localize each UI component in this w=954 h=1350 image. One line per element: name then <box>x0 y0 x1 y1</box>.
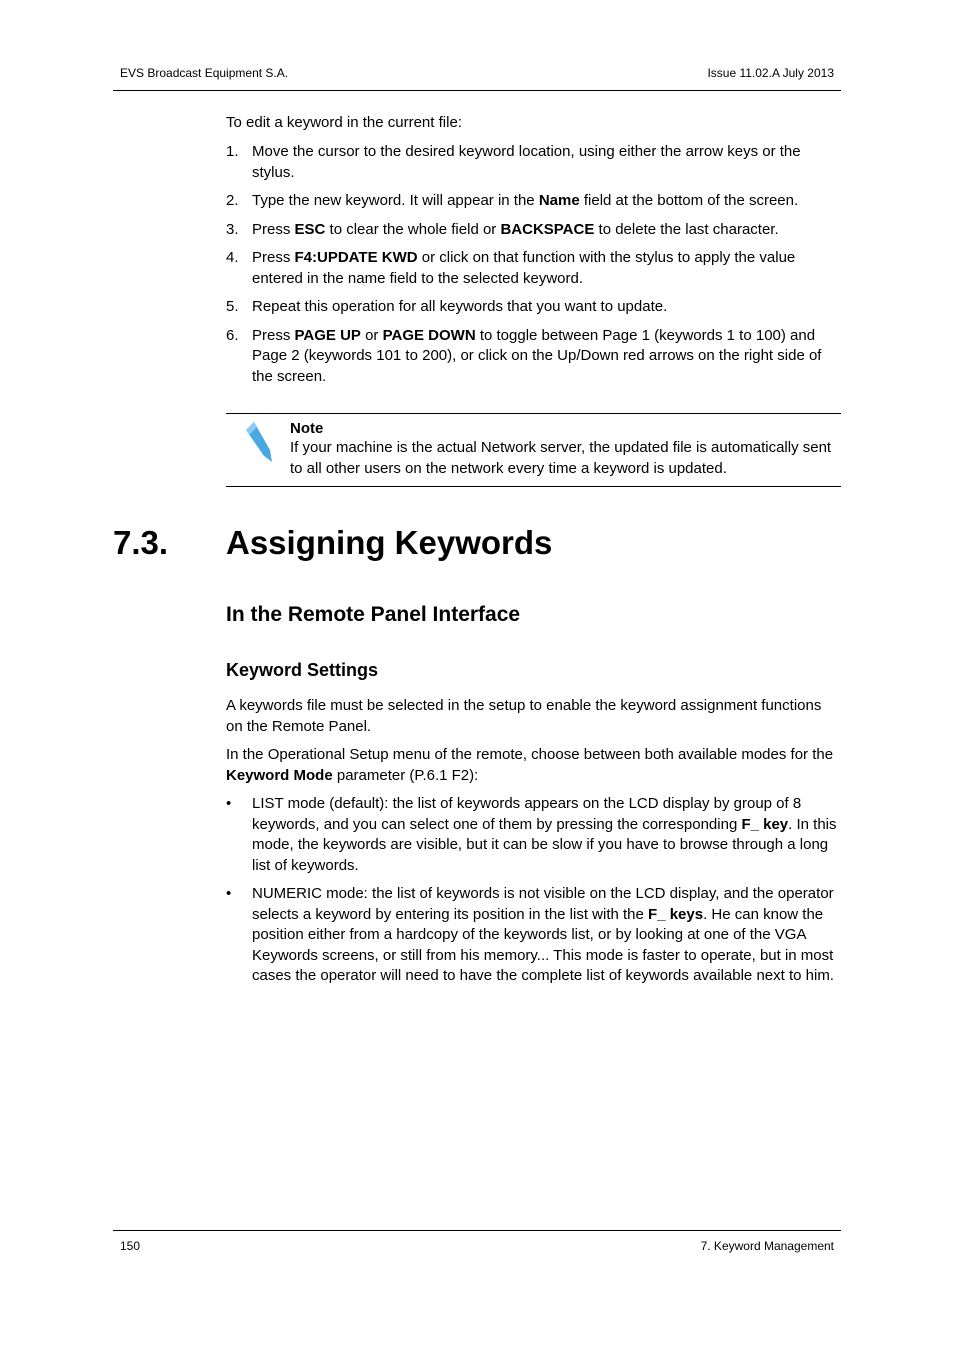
step-key: BACKSPACE <box>500 220 595 238</box>
list-item <box>226 142 841 183</box>
step-number: 4. <box>226 249 239 266</box>
subsection-title: In the Remote Panel Interface <box>226 603 521 626</box>
step-text: Repeat this operation for all keywords that you want to update. <box>252 298 668 315</box>
bullet-list <box>226 794 841 995</box>
note-title: Note <box>290 420 324 437</box>
header-company: EVS Broadcast Equipment S.A. <box>120 66 289 80</box>
list-item <box>226 326 841 388</box>
paragraph-text: In the Operational Setup menu of the remote, choose between both available modes for the <box>226 746 834 763</box>
footer-chapter: 7. Keyword Management <box>700 1239 834 1253</box>
step-text: field at the bottom of the screen. <box>579 192 799 209</box>
list-item <box>226 794 841 876</box>
step-number: 3. <box>226 220 239 238</box>
note-box <box>226 413 841 487</box>
step-text: Move the cursor to the desired keyword location, using either the arrow keys or the stylus. <box>252 143 801 181</box>
step-text: to delete the last character. <box>594 220 779 238</box>
bullet-text: LIST mode (default): the list of keywords appears on the LCD display by group of 8 keywords, and you can select one of them by pressing the corresponding <box>252 795 802 833</box>
header-issue: Issue 11.02.A July 2013 <box>707 66 834 80</box>
paragraph-term: Keyword Mode <box>226 766 333 784</box>
step-text: or <box>360 326 383 344</box>
step-number: 2. <box>226 192 239 209</box>
step-key: PAGE UP <box>294 326 361 344</box>
list-item <box>226 220 841 241</box>
list-item <box>226 248 841 289</box>
step-text: Press <box>252 220 295 238</box>
step-number: 1. <box>226 143 239 160</box>
section-number: 7.3. <box>113 524 169 561</box>
step-key: ESC <box>294 220 326 238</box>
step-text: Press <box>252 249 295 266</box>
step-key: PAGE DOWN <box>382 326 476 344</box>
step-term: Name <box>538 192 580 209</box>
list-item <box>226 297 841 318</box>
step-key: F4:UPDATE KWD <box>294 249 418 266</box>
page-header <box>113 64 841 91</box>
note-body: If your machine is the actual Network server, the updated file is automatically sent to all other users on the network every time a keyword is updated. <box>290 439 832 477</box>
step-text: to toggle between Page 1 (keywords 1 to 100) and Page 2 (keywords 101 to 200), or click on the Up/Down red arrows on the right side of the screen. <box>252 326 822 385</box>
step-text: to clear the whole field or <box>325 220 501 238</box>
step-number: 6. <box>226 326 239 344</box>
section-title: Assigning Keywords <box>226 524 553 561</box>
paragraph: A keywords file must be selected in the setup to enable the keyword assignment functions on the Remote Panel. <box>226 697 822 735</box>
subsubsection-title: Keyword Settings <box>226 660 379 680</box>
step-text: Press <box>252 326 295 344</box>
bullet-text: . He can know the position either from a hardcopy of the keywords list, or by looking at one of the VGA Keywords screens, or still from his memory... This mode is faster to operate, but in most cases the operator will need to have the complete list of keywords available next to him. <box>252 905 834 984</box>
step-text: or click on that function with the stylus to apply the value entered in the name field to the selected keyword. <box>252 249 796 287</box>
page-number: 150 <box>120 1239 141 1253</box>
list-item <box>226 884 841 987</box>
bullet-text: NUMERIC mode: the list of keywords is not visible on the LCD display, and the operator selects a keyword by entering its position in the list with the <box>252 885 834 923</box>
bullet-dot: • <box>226 885 232 902</box>
bullet-key: F_ key <box>741 815 789 833</box>
pen-note-icon <box>240 420 276 464</box>
page-footer <box>113 1230 841 1253</box>
bullet-key: F_ keys <box>648 905 704 923</box>
steps-list <box>226 142 841 395</box>
bullet-dot: • <box>226 795 232 812</box>
list-item <box>226 191 841 212</box>
bullet-text: . In this mode, the keywords are visible, but it can be slow if you have to browse through a long list of keywords. <box>252 815 837 874</box>
paragraph <box>226 745 841 786</box>
paragraph-text: parameter (P.6.1 F2): <box>332 766 479 784</box>
intro-text: To edit a keyword in the current file: <box>226 114 462 131</box>
step-number: 5. <box>226 298 239 315</box>
step-text: Type the new keyword. It will appear in the <box>252 192 539 209</box>
